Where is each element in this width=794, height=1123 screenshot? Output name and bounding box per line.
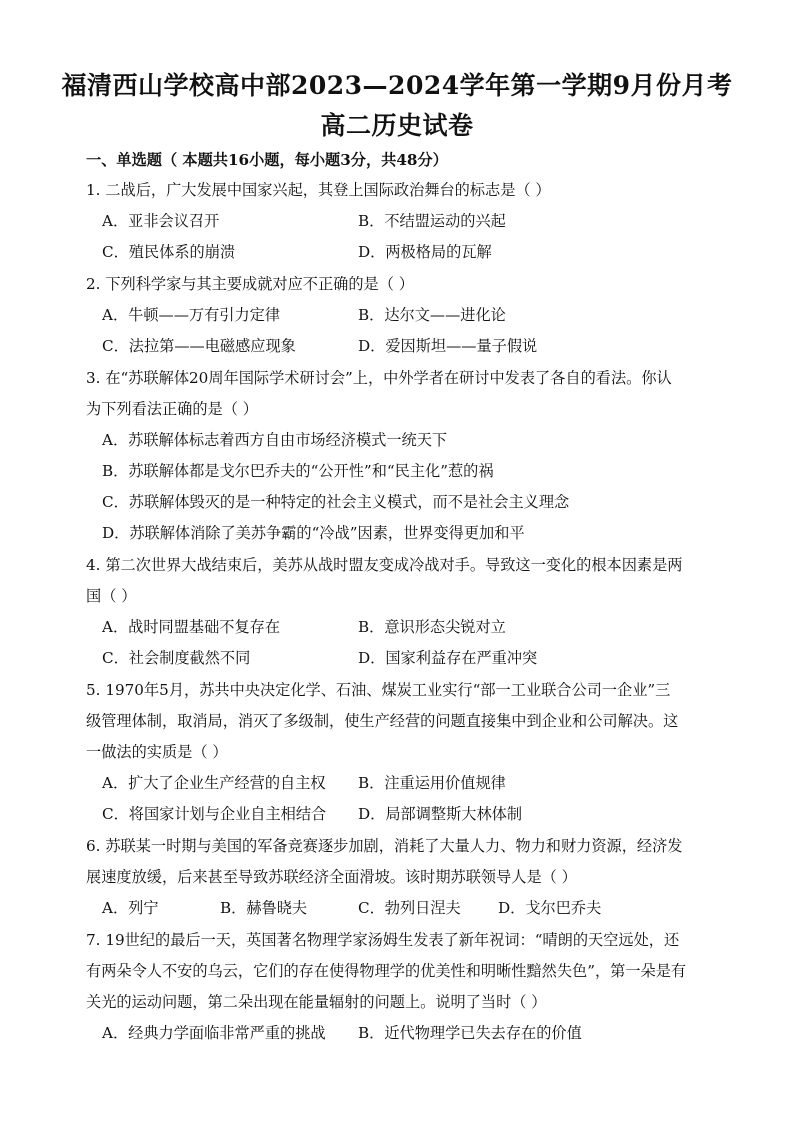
question-7-stem-line3: 关光的运动问题，第二朵出现在能量辐射的问题上。说明了当时（ ） — [86, 993, 547, 1011]
question-1-option-a: A．亚非会议召开 — [102, 212, 220, 230]
question-6-option-d: D．戈尔巴乔夫 — [498, 899, 602, 917]
question-3-option-d: D．苏联解体消除了美苏争霸的“冷战”因素，世界变得更加和平 — [102, 524, 525, 542]
question-4-stem-line2: 国（ ） — [86, 587, 137, 605]
question-3-option-b: B．苏联解体都是戈尔巴乔夫的“公开性”和“民主化”惹的祸 — [102, 462, 494, 480]
question-3-stem-line2: 为下列看法正确的是（ ） — [86, 400, 258, 418]
question-2-stem: 2. 下列科学家与其主要成就对应不正确的是（ ） — [86, 275, 414, 293]
question-5-option-a: A．扩大了企业生产经营的自主权 — [102, 774, 326, 792]
question-5-stem-line1: 5. 1970年5月，苏共中央决定化学、石油、煤炭工业实行“部一工业联合公司一企业”三 — [86, 681, 671, 699]
question-1-option-c: C．殖民体系的崩溃 — [102, 243, 236, 261]
question-6-option-a: A．列宁 — [102, 899, 159, 917]
question-4-option-d: D．国家利益存在严重冲突 — [358, 649, 538, 667]
question-7-stem-line2: 有两朵令人不安的乌云，它们的存在使得物理学的优美性和明晰性黯然失色”，第一朵是有 — [86, 962, 687, 980]
question-6-stem-line1: 6. 苏联某一时期与美国的军备竞赛逐步加剧，消耗了大量人力、物力和财力资源，经济发 — [86, 837, 683, 855]
question-3-option-c: C．苏联解体毁灭的是一种特定的社会主义模式，而不是社会主义理念 — [102, 493, 570, 511]
question-2-option-d: D．爱因斯坦——量子假说 — [358, 337, 538, 355]
question-7-option-a: A．经典力学面临非常严重的挑战 — [102, 1024, 326, 1042]
question-5-option-c: C．将国家计划与企业自主相结合 — [102, 805, 327, 823]
question-6-stem-line2: 展速度放缓，后来甚至导致苏联经济全面滑坡。该时期苏联领导人是（ ） — [86, 868, 577, 886]
question-2-option-b: B．达尔文——进化论 — [358, 306, 506, 324]
question-5-option-b: B．注重运用价值规律 — [358, 774, 506, 792]
question-5-option-d: D．局部调整斯大林体制 — [358, 805, 523, 823]
section-heading: 一、单选题（ 本题共16小题，每小题3分，共48分） — [86, 151, 448, 169]
question-1-stem: 1. 二战后，广大发展中国家兴起，其登上国际政治舞台的标志是（ ） — [86, 181, 551, 199]
question-4-stem-line1: 4. 第二次世界大战结束后，美苏从战时盟友变成冷战对手。导致这一变化的根本因素是两 — [86, 556, 683, 574]
question-3-stem-line1: 3. 在“苏联解体20周年国际学术研讨会”上，中外学者在研讨中发表了各自的看法。你认 — [86, 369, 672, 387]
exam-title-line2: 高二历史试卷 — [320, 111, 474, 140]
exam-title-line1: 福清西山学校高中部2023—2024学年第一学期9月份月考 — [61, 71, 733, 100]
question-4-option-b: B．意识形态尖锐对立 — [358, 618, 506, 636]
question-1-option-d: D．两极格局的瓦解 — [358, 243, 492, 261]
question-2-option-a: A．牛顿——万有引力定律 — [102, 306, 281, 324]
question-2-option-c: C．法拉第——电磁感应现象 — [102, 337, 296, 355]
question-5-stem-line2: 级管理体制，取消局，消灭了多级制，使生产经营的问题直接集中到企业和公司解决。这 — [86, 712, 679, 730]
question-6-option-b: B．赫鲁晓夫 — [220, 899, 308, 917]
question-4-option-a: A．战时同盟基础不复存在 — [102, 618, 281, 636]
question-7-stem-line1: 7. 19世纪的最后一天，英国著名物理学家汤姆生发表了新年祝词：“晴朗的天空远处，还 — [86, 931, 680, 949]
question-6-option-c: C．勃列日涅夫 — [358, 899, 461, 917]
question-3-option-a: A．苏联解体标志着西方自由市场经济模式一统天下 — [102, 431, 448, 449]
question-5-stem-line3: 一做法的实质是（ ） — [86, 743, 228, 761]
question-7-option-b: B．近代物理学已失去存在的价值 — [358, 1024, 582, 1042]
question-1-option-b: B．不结盟运动的兴起 — [358, 212, 506, 230]
question-4-option-c: C．社会制度截然不同 — [102, 649, 251, 667]
